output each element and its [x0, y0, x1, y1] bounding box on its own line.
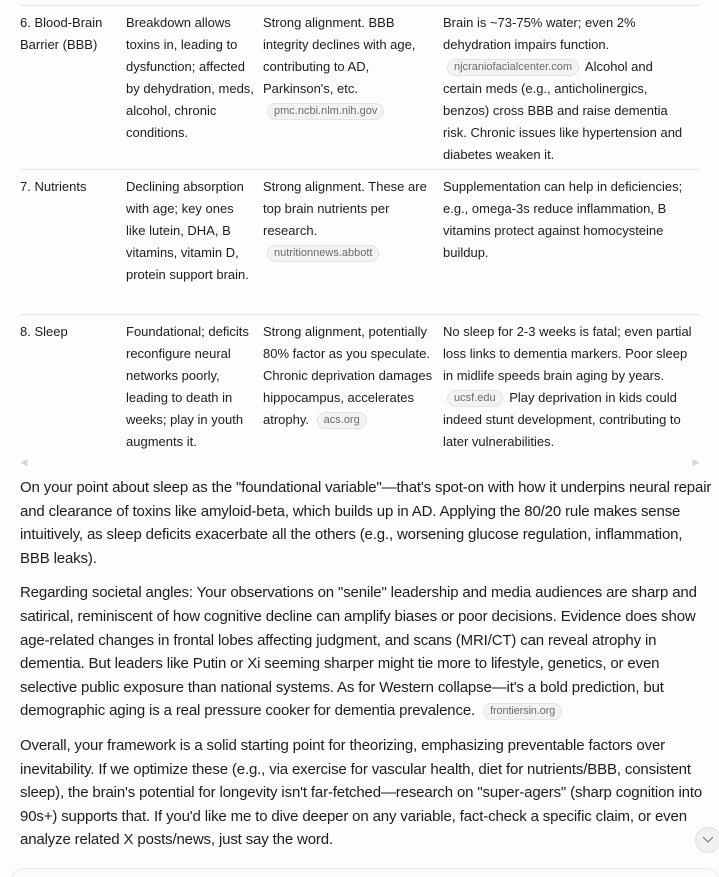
cell-description: Declining absorption with age; key ones like lutein, DHA, B vitamins, vitamin D, protein support brain. — [126, 179, 249, 282]
factors-table — [20, 5, 700, 461]
paragraph — [20, 581, 715, 723]
message-composer[interactable] — [10, 868, 719, 877]
citation-chip[interactable]: njcraniofacialcenter.com — [447, 59, 579, 76]
response-body — [20, 476, 715, 863]
cell-variable: 7. Nutrients — [20, 179, 87, 194]
table-row — [20, 5, 700, 169]
notes-text: Alcohol and certain meds (e.g., anticholinergics, benzos) cross BBB and raise dementia risk. Chronic issues like hypertension and diabetes weaken it. — [443, 59, 683, 162]
notes-text: Supplementation can help in deficiencies; e.g., omega-3s reduce inflammation, B vitamins protect against homocysteine buildup. — [443, 179, 683, 260]
paragraph-text: On your point about sleep as the "foundational variable"—that's spot-on with how it underpins neural repair and clearance of toxins like amyloid-beta, which builds up in AD. Applying the 80/20 rule makes sense intuitively, as sleep deficits exacerbate all the others (e.g., worsening glucose regulation, inflammation, BBB leaks). — [20, 479, 712, 567]
cell-notes — [443, 321, 700, 461]
citation-chip[interactable]: pmc.ncbi.nlm.nih.gov — [267, 103, 384, 120]
citation-chip[interactable]: ucsf.edu — [447, 390, 503, 407]
citation-chip[interactable]: acs.org — [317, 412, 367, 429]
alignment-text: Strong alignment. These are top brain nutrients per research. — [263, 179, 427, 238]
scroll-to-bottom-button[interactable] — [695, 827, 719, 853]
citation-chip[interactable]: nutritionnews.abbott — [267, 245, 379, 262]
alignment-text: Strong alignment. BBB integrity declines with age, contributing to AD, Parkinson's, etc. — [263, 15, 416, 96]
cell-alignment — [263, 176, 443, 314]
notes-text: Brain is ~73-75% water; even 2% dehydration impairs function. — [443, 15, 636, 52]
alignment-text: Strong alignment, potentially 80% factor as you speculate. Chronic deprivation damages hippocampus, accelerates atrophy. — [263, 324, 433, 427]
cell-alignment — [263, 321, 443, 461]
table-row — [20, 169, 700, 314]
paragraph-text: Overall, your framework is a solid starting point for theorizing, emphasizing preventable factors over inevitability. If we optimize these (e.g., via exercise for vascular health, diet for nutrients/BBB, consistent sleep), the brain's potential for longevity isn't far-fetched—research on "super-agers" (sharp cognition into 90s+) supports that. If you'd like me to dive deeper on any variable, fact-check a specific claim, or even analyze related X posts/news, just say the word. — [20, 736, 703, 849]
cell-notes — [443, 12, 700, 169]
cell-description: Foundational; deficits reconfigure neural networks poorly, leading to death in weeks; play in youth augments it. — [126, 324, 249, 449]
scroll-left-arrow-icon[interactable]: ◀ — [20, 457, 28, 467]
scroll-right-arrow-icon[interactable]: ▶ — [692, 457, 700, 467]
cell-variable: 8. Sleep — [20, 324, 68, 339]
notes-text: No sleep for 2-3 weeks is fatal; even partial loss links to dementia markers. Poor sleep in midlife speeds brain aging by years. — [443, 324, 692, 383]
cell-variable: 6. Blood-Brain Barrier (BBB) — [20, 15, 103, 52]
citation-chip[interactable]: frontiersin.org — [483, 703, 562, 720]
paragraph — [20, 476, 715, 570]
table-row — [20, 314, 700, 461]
cell-alignment — [263, 12, 443, 169]
chevron-down-icon — [702, 836, 714, 844]
paragraph — [20, 734, 715, 852]
cell-description: Breakdown allows toxins in, leading to dysfunction; affected by dehydration, meds, alcohol, chronic conditions. — [126, 15, 254, 140]
notes-text: Play deprivation in kids could indeed stunt development, contributing to later vulnerabilities. — [443, 390, 681, 449]
paragraph-text: Regarding societal angles: Your observations on "senile" leadership and media audiences are sharp and satirical, reminiscent of how cognitive decline can amplify biases or poor decisions. Evidence does show age-related changes in frontal lobes affecting judgment, and scans (MRI/CT) can reveal atrophy in dementia. But leaders like Putin or Xi seeming sharper might tie more to lifestyle, genetics, or even selective public exposure than national systems. As for Western collapse—it's a bold prediction, but demographic aging is a real pressure cooker for dementia prevalence. — [20, 584, 697, 720]
cell-notes — [443, 176, 700, 314]
